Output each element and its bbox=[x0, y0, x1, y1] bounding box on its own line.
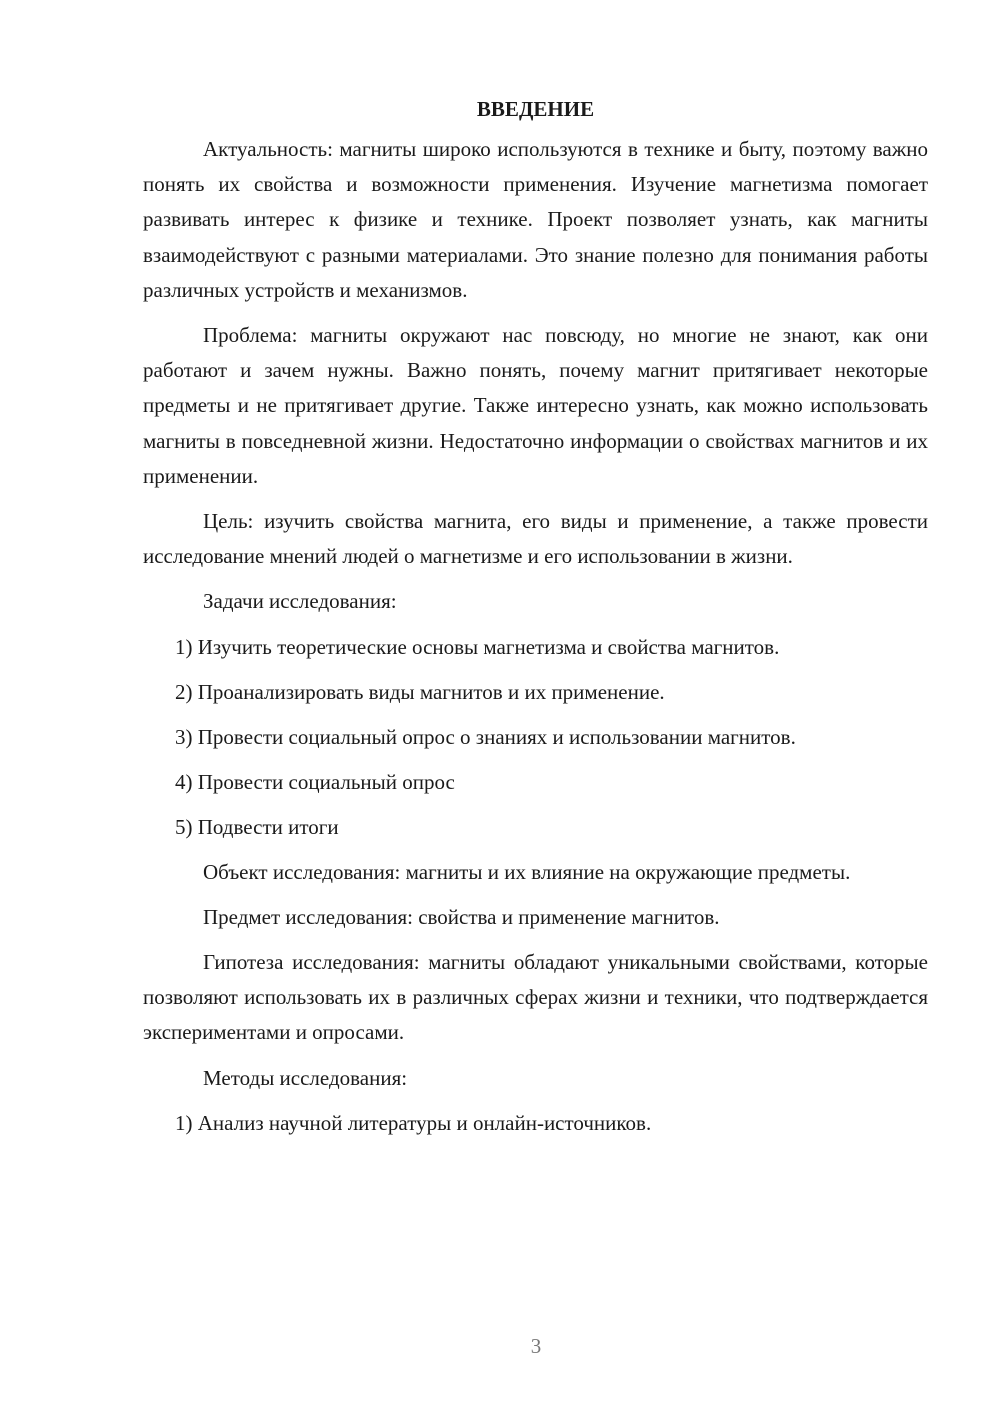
task-item: 2) Проанализировать виды магнитов и их применение. bbox=[175, 679, 665, 704]
page-number: 3 bbox=[530, 1334, 542, 1358]
goal-paragraph: Цель: изучить свойства магнита, его виды и применение, а также провести исследование мнений людей о магнетизме и его использовании в жизни. bbox=[143, 509, 928, 569]
section-heading: ВВЕДЕНИЕ bbox=[476, 97, 595, 121]
task-item: 1) Изучить теоретические основы магнетизма и свойства магнитов. bbox=[175, 634, 780, 659]
methods-title: Методы исследования: bbox=[203, 1065, 408, 1090]
task-item: 5) Подвести итоги bbox=[175, 814, 339, 839]
problem-paragraph: Проблема: магниты окружают нас повсюду, но многие не знают, как они работают и зачем нужны. Важно понять, почему магнит притягивает некоторые предметы и не притягивает другие. Также интересно узнать, как можно использовать магниты в повседневной жизни. Недостаточно информации о свойствах магнитов и их применении. bbox=[143, 323, 928, 488]
page-content bbox=[143, 92, 928, 1151]
subject-paragraph: Предмет исследования: свойства и применение магнитов. bbox=[203, 904, 720, 929]
task-item: 3) Провести социальный опрос о знаниях и использовании магнитов. bbox=[175, 724, 796, 749]
method-item: 1) Анализ научной литературы и онлайн-источников. bbox=[175, 1110, 652, 1135]
tasks-title: Задачи исследования: bbox=[203, 589, 397, 614]
task-item: 4) Провести социальный опрос bbox=[175, 769, 455, 794]
relevance-paragraph: Актуальность: магниты широко используются в технике и быту, поэтому важно понять их свойства и возможности применения. Изучение магнетизма помогает развивать интерес к физике и технике. Проект позволяет узнать, как магниты взаимодействуют с разными материалами. Это знание полезно для понимания работы различных устройств и механизмов. bbox=[143, 137, 928, 302]
object-paragraph: Объект исследования: магниты и их влияние на окружающие предметы. bbox=[203, 859, 851, 884]
hypothesis-paragraph: Гипотеза исследования: магниты обладают уникальными свойствами, которые позволяют использовать их в различных сферах жизни и техники, что подтверждается экспериментами и опросами. bbox=[143, 950, 928, 1045]
